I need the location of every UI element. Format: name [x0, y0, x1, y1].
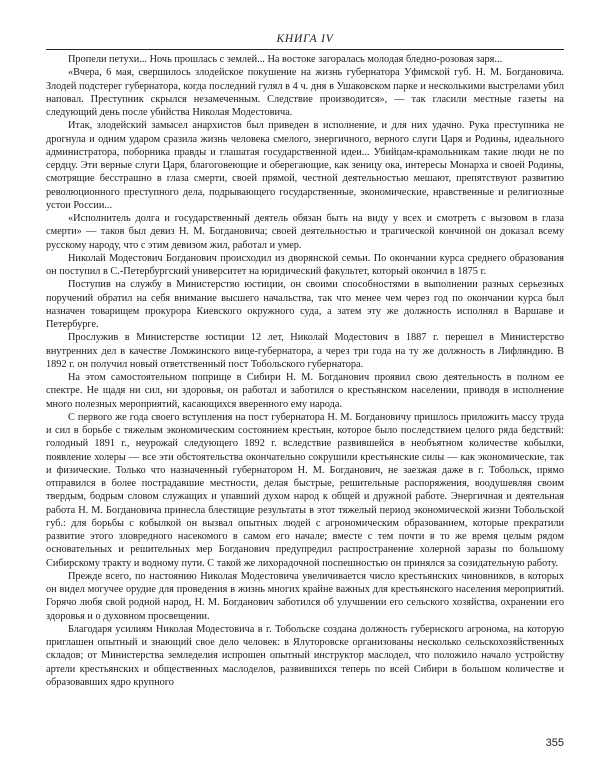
paragraph: «Исполнитель долга и государственный деятель обязан быть на виду у всех и смотреть с вызовом в глаза смерти» — таков был девиз Н. М. Богдановича; своей деятельностью и трагической кончиной он доказал всему русскому народу, что с этим девизом жил, работал и умер.: [46, 213, 564, 251]
paragraph: «Вчера, 6 мая, свершилось злодейское покушение на жизнь губернатора Уфимской губ. Н. М. Богдановича. Злодей подстерег губернатора, когда последний гулял в 4 ч. дня в Ушаковском парке и несколькими выстрелами убил наповал. Преступник скрылся незамеченным. Следствие производится», — так гласили местные газеты на следующий день после убийства Николая Модестовича.: [46, 67, 564, 118]
paragraph: На этом самостоятельном поприще в Сибири Н. М. Богданович проявил свою деятельность в полном ее спектре. Не щадя ни сил, ни здоровья, он работал и заботился о крестьянском населении, приводя в исполнение много полезных мероприятий, касающихся вверенного ему народа.: [46, 372, 564, 410]
paragraph: Николай Модестович Богданович происходил из дворянской семьи. По окончании курса среднего образования он поступил в С.-Петербургский университет на юридический факультет, который окончил в 1875 г.: [46, 252, 564, 277]
paragraph: Прежде всего, по настоянию Николая Модестовича увеличивается число крестьянских чиновников, в которых он видел могучее орудие для проведения в жизнь многих крайне важных для крестьянского населения мероприятий. Горячо любя свой родной народ, Н. М. Богданович заботился об улучшении его сельского хозяйства, охранении его здоровья и о духовном просвещении.: [46, 570, 564, 622]
page-body: [46, 53, 564, 689]
running-header: КНИГА IV: [46, 33, 564, 50]
paragraph: С первого же года своего вступления на пост губернатора Н. М. Богдановичу пришлось приложить массу труда и сил в борьбе с тяжелым экономическим состоянием крестьян, которое было последствием целого ряда бедствий: голодный 1891 г., неурожай следующего 1892 г. вследствие развившейся в необъятном количестве кобылки, появление холеры — все эти обстоятельства окончательно сокрушили крестьянские силы — как экономические, так и физические. Только что назначенный губернатором Н. М. Богданович, не заезжая даже в г. Тобольск, прямо отправился в более пострадавшие местности, делая быстрые, решительные распоряжения, воодушевляя своим твердым, бодрым словом служащих и упавший духом народ к общей и дружной работе. Энергичная и деятельная работа Н. М. Богдановича принесла блестящие результаты в этот тяжелый период экономической жизни Тобольской губ.: для борьбы с кобылкой он вызвал опытных людей с агрономическим образованием, которые прекратили развитие этого зловредного насекомого в самом его начале; вместе с тем почти в то же время целым рядом основательных и решительных мер Богданович предупредил распространение холерной заразы по большому Сибирскому тракту и водному пути. С такой же лихорадочной поспешностью он принялся за созидательную работу.: [46, 411, 564, 569]
paragraph: Итак, злодейский замысел анархистов был приведен в исполнение, и для них удачно. Рука преступника не дрогнула и одним ударом сразила жизнь человека смелого, энергичного, верного слуги Царя и Родины, идеального администратора, поборника правды и глашатая государственной идеи... Убийцам-крамольникам такие люди не по сердцу. Эти верные слуги Царя, благоговеющие и оберегающие, как зеницу ока, интересы Монарха и своей Родины, смотрящие бесстрашно в глаза смерти, своей прямой, честной деятельностью мешают, препятствуют развитию революционного преступного дела, подрывающего государственные, экономические, нравственные и религиозные устои России...: [46, 120, 564, 211]
page-number: 355: [545, 737, 564, 749]
paragraph: Поступив на службу в Министерство юстиции, он своими способностями в выполнении разных серьезных поручений обратил на себя внимание высшего начальства, так что менее чем через год по окончании курса был назначен товарищем прокурора Киевского окружного суда, а затем эту же должность исполнял в Варшаве и Петербурге.: [46, 279, 564, 330]
paragraph: Пропели петухи... Ночь прошлась с землей... На востоке загоралась молодая бледно-розовая заря...: [68, 54, 503, 65]
paragraph: Благодаря усилиям Николая Модестовича в г. Тобольске создана должность губернского агронома, на которую приглашен опытный и знающий свое дело человек: в Ялуторовске организованы несколько сельскохозяйственных складов; от Министерства земледелия испрошен опытный инструктор маслодел, что положило начало устройству артели крестьянских и общественных маслоделов, развившихся теперь по всей Сибири в большом количестве и образовавших ядро крупного: [46, 623, 564, 688]
paragraph: Прослужив в Министерстве юстиции 12 лет, Николай Модестович в 1887 г. перешел в Министерство внутренних дел в качестве Ломжинского вице-губернатора, а через три года на ту же должность в Лифляндию. В 1892 г. он получил новый ответственный пост Тобольского губернатора.: [46, 332, 564, 370]
